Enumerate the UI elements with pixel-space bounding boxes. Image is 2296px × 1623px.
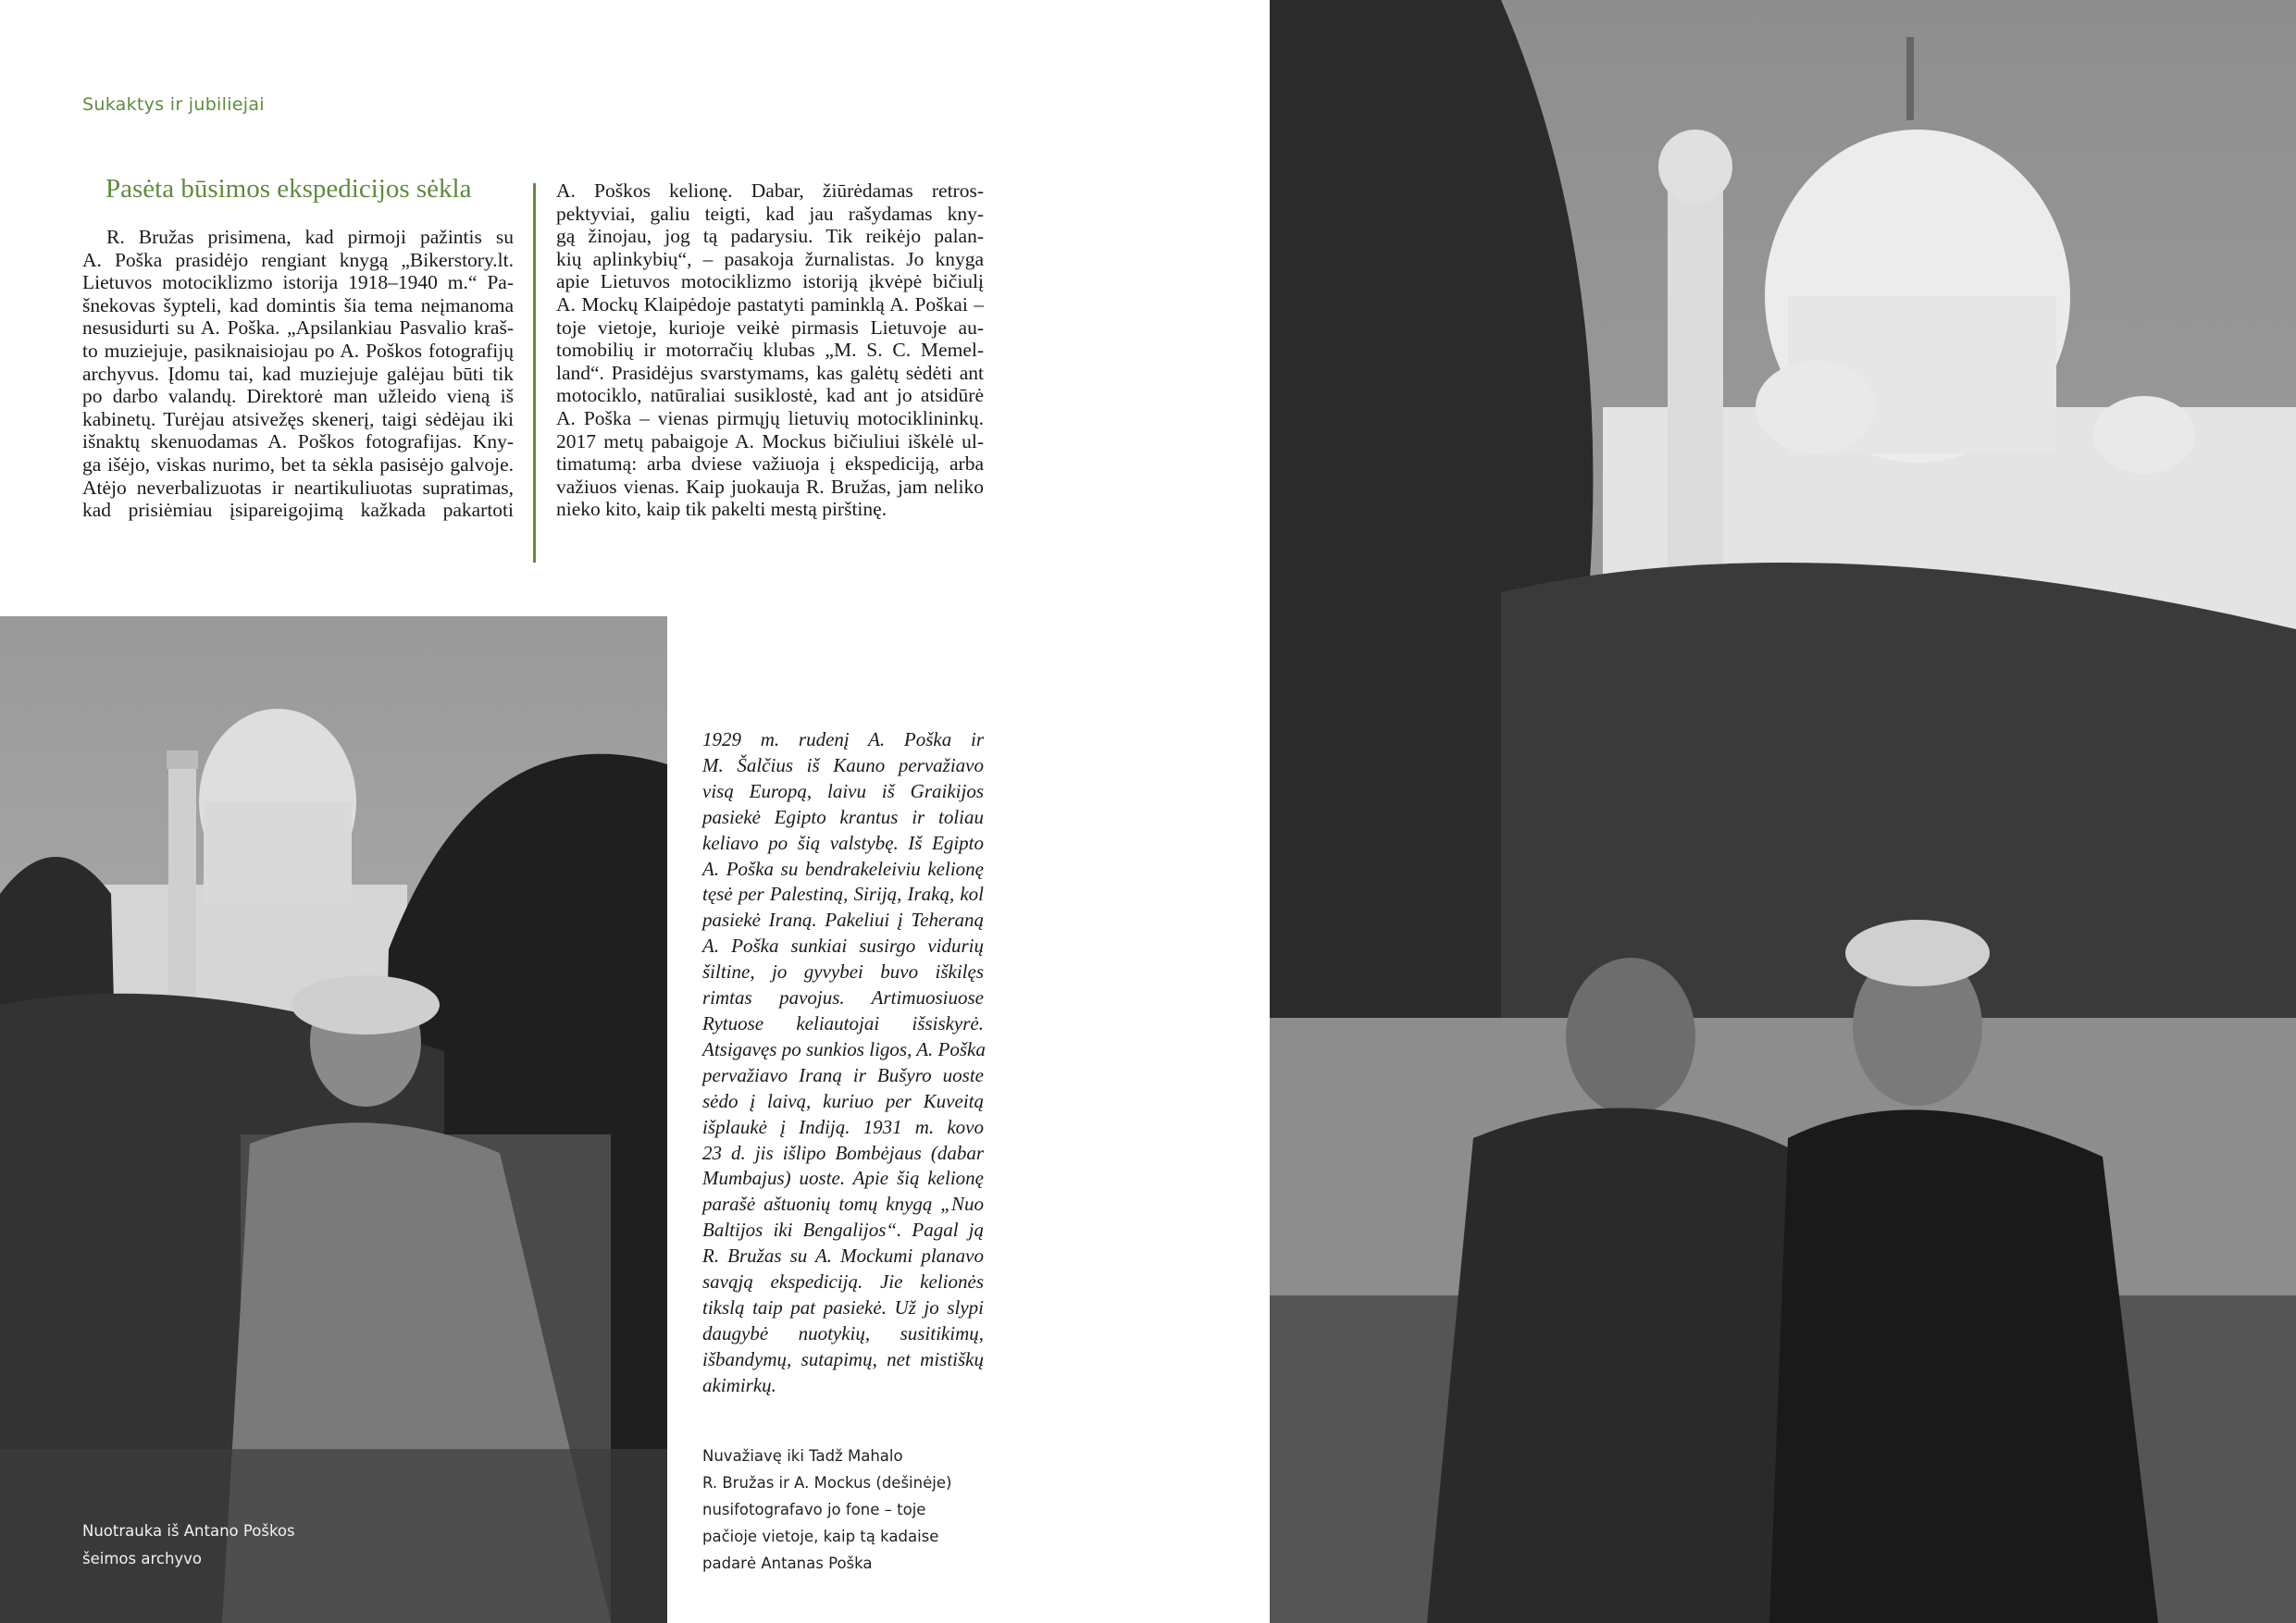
text-line: land“. Prasidėjus svarstymams, kas galėtų sėdėti ant — [556, 361, 984, 384]
text-line: ga išėjo, viskas nurimo, bet ta sėkla pasisėjo galvoje. — [82, 452, 514, 476]
text-line: A. Poškos kelionę. Dabar, žiūrėdamas retros- — [556, 180, 984, 202]
text-line: išnaktų skenuodamas A. Poškos fotografijas. Kny- — [82, 430, 514, 453]
text-line: kad prisiėmiau įsipareigojimą kažkada pakartoti — [82, 499, 514, 522]
text-line: nusifotografavo jo fone – toje — [702, 1501, 926, 1518]
section-label: Sukaktys ir jubiliejai — [82, 94, 265, 115]
text-line: Atėjo neverbalizuotas ir neartikuliuotas supratimas, — [82, 476, 514, 499]
text-line: timatumą: arba dviese važiuoja į ekspediciją, arba — [556, 452, 984, 476]
sidebar-italic-text — [702, 727, 984, 1399]
modern-photo-taj-mahal — [1270, 0, 2296, 1623]
text-line: akimirkų. — [702, 1373, 776, 1396]
text-line: parašė aštuonių tomų knygą „Nuo — [702, 1193, 984, 1216]
photo-caption-right — [702, 1443, 951, 1577]
text-line: važiuos vienas. Kaip juokauja R. Bružas, jam neliko — [556, 475, 984, 498]
text-line: po darbo valandų. Direktorė man užleido vieną iš — [82, 385, 514, 408]
text-line: toje vietoje, kurioje veikė pirmasis Lietuvoje au- — [556, 316, 984, 339]
text-line: pasiekė Egipto krantus ir toliau — [702, 805, 984, 828]
text-line: sėdo į laivą, kuriuo per Kuveitą — [702, 1089, 984, 1112]
text-line: motociklo, natūraliai susiklostė, kad ant jo atsidūrė — [556, 384, 984, 407]
body-column-1 — [82, 226, 514, 522]
text-line: to muziejuje, pasiknaisiojau po A. Poškos fotografijų — [82, 339, 514, 362]
text-line: rimtas pavojus. Artimuosiuose — [702, 986, 984, 1010]
text-line: R. Bružas prisimena, kad pirmoji pažintis su — [106, 226, 514, 248]
text-line: visą Europą, laivu iš Graikijos — [702, 779, 984, 802]
text-line: kių aplinkybių“, – pasakoja žurnalistas. Jo knyga — [556, 247, 984, 270]
text-line: Rytuose keliautojai išsiskyrė. — [702, 1011, 984, 1035]
text-line: 23 d. jis išlipo Bombėjaus (dabar — [702, 1141, 984, 1164]
column-divider — [533, 183, 536, 563]
text-line: keliavo po šią valstybę. Iš Egipto — [702, 831, 984, 854]
body-column-2 — [556, 180, 984, 521]
text-line: tikslą taip pat pasiekė. Už jo slypi — [702, 1295, 984, 1319]
text-line: savąją ekspediciją. Jie kelionės — [702, 1270, 984, 1294]
text-line: Lietuvos motociklizmo istorija 1918–1940 m.“ Pa- — [82, 271, 514, 294]
text-line: gą žinojau, jog tą padarysiu. Tik reikėjo palan- — [556, 225, 984, 248]
article-heading: Pasėta būsimos ekspedicijos sėkla — [105, 174, 472, 204]
text-line: pervažiavo Iraną ir Bušyro uoste — [702, 1063, 984, 1086]
text-line: apie Lietuvos motociklizmo istoriją įkvėpė bičiulį — [556, 270, 984, 293]
text-line: kabinetų. Turėjau atsivežęs skenerį, taigi sėdėjau iki — [82, 407, 514, 430]
text-line: M. Šalčius iš Kauno pervažiavo — [702, 753, 984, 776]
text-line: Nuvažiavę iki Tadž Mahalo — [702, 1447, 903, 1465]
photo-caption-left — [82, 1518, 295, 1573]
text-line: tęsė per Palestiną, Siriją, Iraką, kol — [702, 883, 984, 906]
text-line: Nuotrauka iš Antano Poškos — [82, 1522, 295, 1540]
text-line: nieko kito, kaip tik pakelti mestą pirštinę. — [556, 498, 887, 521]
text-line: Atsigavęs po sunkios ligos, A. Poška — [702, 1037, 986, 1060]
text-line: Mumbajus) uoste. Apie šią kelionę — [702, 1167, 984, 1190]
historic-photo-taj-mahal — [0, 616, 667, 1623]
text-line: nesusidurti su A. Poška. „Apsilankiau Pasvalio kraš- — [82, 316, 514, 340]
text-line: archyvus. Įdomu tai, kad muziejuje galėjau būti tik — [82, 362, 514, 385]
text-line: A. Poška sunkiai susirgo vidurių — [702, 935, 984, 958]
text-line: 1929 m. rudenį A. Poška ir — [702, 728, 984, 750]
text-line: R. Bružas su A. Mockumi planavo — [702, 1245, 984, 1268]
text-line: A. Poška su bendrakeleiviu kelionę — [702, 857, 984, 880]
text-line: A. Poška – vienas pirmųjų lietuvių motociklininkų. — [556, 406, 984, 429]
text-line: išplaukė į Indiją. 1931 m. kovo — [702, 1115, 984, 1138]
text-line: A. Mockų Klaipėdoje pastatyti paminklą A. Poškai – — [556, 292, 984, 316]
text-line: pasiekė Iraną. Pakeliui į Teheraną — [702, 909, 984, 932]
text-line: šnekovas šypteli, kad domintis šia tema neįmanoma — [82, 293, 514, 316]
text-line: padarė Antanas Poška — [702, 1555, 873, 1572]
text-line: išbandymų, sutapimų, net mistiškų — [702, 1347, 984, 1370]
text-line: pačioje vietoje, kaip tą kadaise — [702, 1528, 939, 1545]
text-line: Baltijos iki Bengalijos“. Pagal ją — [702, 1219, 984, 1242]
text-line: daugybė nuotykių, susitikimų, — [702, 1321, 984, 1344]
text-line: 2017 metų pabaigoje A. Mockus bičiuliui iškėlė ul- — [556, 429, 984, 452]
text-line: šiltine, jo gyvybei buvo iškilęs — [702, 960, 984, 984]
text-line: šeimos archyvo — [82, 1550, 203, 1567]
text-line: R. Bružas ir A. Mockus (dešinėje) — [702, 1474, 952, 1492]
text-line: pektyviai, galiu teigti, kad jau rašydamas kny- — [556, 202, 984, 225]
text-line: A. Poška prasidėjo rengiant knygą „Bikerstory.lt. — [82, 248, 514, 271]
text-line: tomobilių ir motorračių klubas „M. S. C. Memel- — [556, 339, 984, 362]
